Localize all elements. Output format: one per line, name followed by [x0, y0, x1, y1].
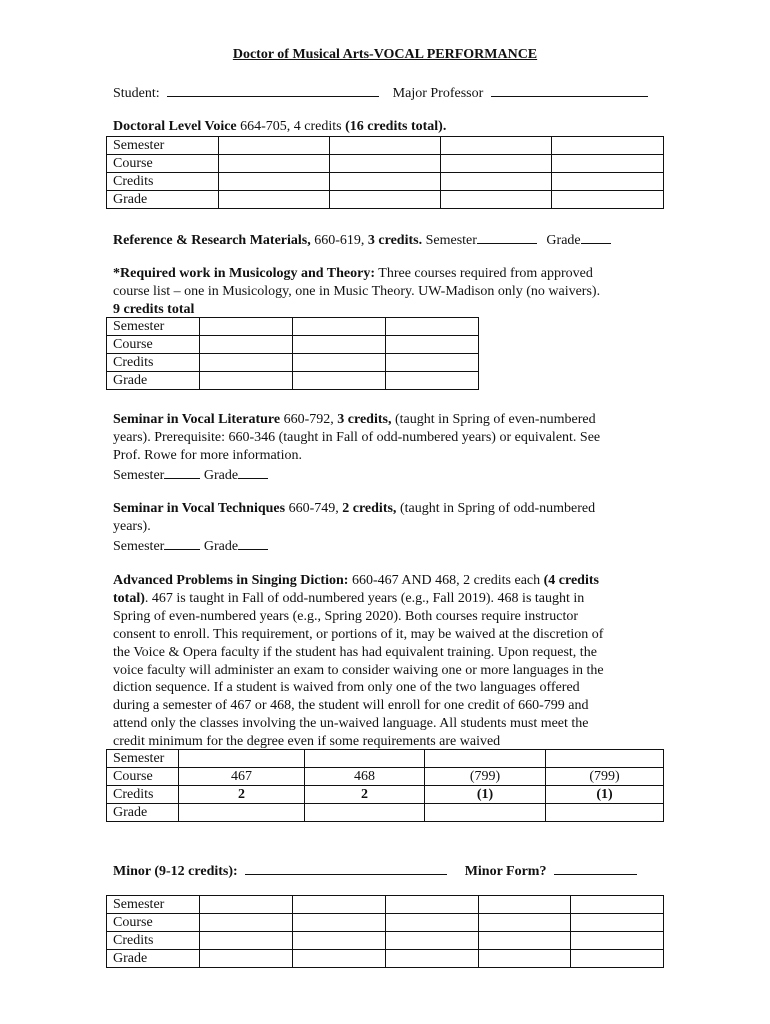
row-label: Credits — [107, 354, 200, 372]
student-label: Student: — [113, 86, 160, 101]
table-cell[interactable] — [441, 137, 552, 155]
table-row — [107, 318, 479, 336]
diction-table — [106, 749, 664, 822]
table-cell[interactable] — [219, 137, 330, 155]
table-cell[interactable] — [293, 354, 386, 372]
page-title: Doctor of Musical Arts-VOCAL PERFORMANCE — [232, 47, 538, 62]
table-row — [107, 914, 664, 932]
table-row — [107, 137, 664, 155]
table-cell[interactable] — [200, 336, 293, 354]
table-cell[interactable] — [200, 932, 293, 950]
table-cell[interactable] — [441, 173, 552, 191]
row-label: Course — [107, 914, 200, 932]
table-cell[interactable] — [571, 914, 664, 932]
table-cell[interactable] — [386, 372, 479, 390]
student-line — [113, 83, 648, 102]
seminar-techniques-grade-field[interactable] — [238, 536, 268, 550]
table-row — [107, 786, 664, 804]
table-cell[interactable] — [305, 750, 425, 768]
table-cell[interactable] — [479, 914, 571, 932]
table-cell[interactable] — [479, 932, 571, 950]
reference-semester-field[interactable] — [477, 230, 537, 244]
course-cell: 467 — [179, 768, 305, 786]
table-cell[interactable] — [219, 173, 330, 191]
table-cell[interactable] — [330, 155, 441, 173]
table-cell[interactable] — [293, 950, 386, 968]
table-row — [107, 804, 664, 822]
table-cell[interactable] — [330, 191, 441, 209]
credits-cell: 2 — [179, 786, 305, 804]
row-label: Semester — [107, 896, 200, 914]
row-label: Semester — [107, 750, 179, 768]
row-label: Course — [107, 768, 179, 786]
row-label: Grade — [107, 804, 179, 822]
student-name-field[interactable] — [167, 83, 379, 97]
course-cell: (799) — [425, 768, 546, 786]
table-cell[interactable] — [441, 155, 552, 173]
musicology-paragraph: *Required work in Musicology and Theory: Three courses required from approved course list – one in Musicology, one in Music Theory. UW-Madison only (no waivers). 9 credits total — [113, 266, 601, 317]
table-row — [107, 896, 664, 914]
table-row — [107, 173, 664, 191]
voice-table — [106, 136, 664, 209]
table-cell[interactable] — [546, 804, 664, 822]
row-label: Credits — [107, 173, 219, 191]
table-cell[interactable] — [571, 896, 664, 914]
row-label: Grade — [107, 950, 200, 968]
table-cell[interactable] — [293, 372, 386, 390]
row-label: Course — [107, 336, 200, 354]
table-cell[interactable] — [200, 372, 293, 390]
row-label: Semester — [107, 137, 219, 155]
table-row — [107, 932, 664, 950]
major-professor-field[interactable] — [491, 83, 648, 97]
table-cell[interactable] — [293, 914, 386, 932]
minor-form-label: Minor Form? — [464, 864, 547, 879]
minor-label: Minor (9-12 credits): — [113, 864, 238, 879]
table-cell[interactable] — [386, 354, 479, 372]
table-cell[interactable] — [330, 137, 441, 155]
row-label: Grade — [107, 372, 200, 390]
minor-table — [106, 895, 664, 968]
table-row — [107, 950, 664, 968]
row-label: Course — [107, 155, 219, 173]
table-cell[interactable] — [552, 173, 664, 191]
course-cell: (799) — [546, 768, 664, 786]
table-cell[interactable] — [386, 950, 479, 968]
table-cell[interactable] — [330, 173, 441, 191]
table-row — [107, 191, 664, 209]
table-row — [107, 336, 479, 354]
table-cell[interactable] — [386, 932, 479, 950]
table-cell[interactable] — [293, 896, 386, 914]
table-cell[interactable] — [571, 932, 664, 950]
table-cell[interactable] — [386, 318, 479, 336]
row-label: Credits — [107, 786, 179, 804]
table-cell[interactable] — [219, 155, 330, 173]
table-cell[interactable] — [386, 914, 479, 932]
minor-form-field[interactable] — [554, 861, 637, 875]
voice-heading: Doctoral Level Voice 664-705, 4 credits (16 credits total). — [113, 119, 447, 134]
table-cell[interactable] — [479, 950, 571, 968]
table-cell[interactable] — [200, 950, 293, 968]
reference-grade-field[interactable] — [581, 230, 611, 244]
row-label: Grade — [107, 191, 219, 209]
musicology-table — [106, 317, 479, 390]
table-cell[interactable] — [425, 804, 546, 822]
seminar-literature-semester-field[interactable] — [164, 465, 200, 479]
course-cell: 468 — [305, 768, 425, 786]
table-cell[interactable] — [441, 191, 552, 209]
table-cell[interactable] — [179, 750, 305, 768]
table-cell[interactable] — [552, 155, 664, 173]
table-cell[interactable] — [200, 354, 293, 372]
row-label: Credits — [107, 932, 200, 950]
table-row — [107, 155, 664, 173]
table-cell[interactable] — [305, 804, 425, 822]
table-cell[interactable] — [293, 336, 386, 354]
diction-paragraph: Advanced Problems in Singing Diction: 660-467 AND 468, 2 credits each (4 credits total). 467 is taught in Fall of odd-numbered years (e.g., Fall 2019). 468 is taught in Spring of even-numbered years (e.g., Spring 2020). Both courses require instructor consent to enroll. This requirement, or portions of it, may be waived at the discretion of the Voice & Opera faculty if the student has had equivalent training. Upon request, the voice faculty will administer an exam to consider waiving one or more languages in the diction sequence. If a student is waived from only one of the two languages offered during a semester of 467 or 468, the student will enroll for one credit of 660-799 and attend only the classes involving the un-waived language. All students must meet the credit minimum for the degree even if some requirements are waived — [113, 573, 604, 750]
credits-cell: (1) — [546, 786, 664, 804]
table-cell[interactable] — [552, 191, 664, 209]
seminar-literature-paragraph: Seminar in Vocal Literature 660-792, 3 credits, (taught in Spring of even-numbered years). Prerequisite: 660-346 (taught in Fall of odd-numbered years) or equivalent. See Prof. Rowe for more information. Semester Grade — [113, 412, 601, 483]
table-cell[interactable] — [200, 914, 293, 932]
table-cell[interactable] — [546, 750, 664, 768]
table-row — [107, 768, 664, 786]
table-cell[interactable] — [425, 750, 546, 768]
table-row — [107, 354, 479, 372]
minor-field[interactable] — [245, 861, 447, 875]
table-cell[interactable] — [179, 804, 305, 822]
reference-line: Reference & Research Materials, 660-619, 3 credits. Semester Grade — [113, 230, 611, 249]
table-cell[interactable] — [200, 896, 293, 914]
table-cell[interactable] — [386, 336, 479, 354]
credits-cell: 2 — [305, 786, 425, 804]
minor-line — [113, 861, 637, 880]
table-cell[interactable] — [552, 137, 664, 155]
table-cell[interactable] — [571, 950, 664, 968]
table-cell[interactable] — [200, 318, 293, 336]
table-cell[interactable] — [293, 318, 386, 336]
row-label: Semester — [107, 318, 200, 336]
table-row — [107, 372, 479, 390]
table-cell[interactable] — [479, 896, 571, 914]
credits-cell: (1) — [425, 786, 546, 804]
seminar-literature-grade-field[interactable] — [238, 465, 268, 479]
major-professor-label: Major Professor — [392, 86, 484, 101]
table-cell[interactable] — [386, 896, 479, 914]
seminar-techniques-semester-field[interactable] — [164, 536, 200, 550]
seminar-techniques-paragraph: Seminar in Vocal Techniques 660-749, 2 credits, (taught in Spring of odd-numbered years). Semester Grade — [113, 501, 596, 554]
table-row — [107, 750, 664, 768]
table-cell[interactable] — [219, 191, 330, 209]
table-cell[interactable] — [293, 932, 386, 950]
